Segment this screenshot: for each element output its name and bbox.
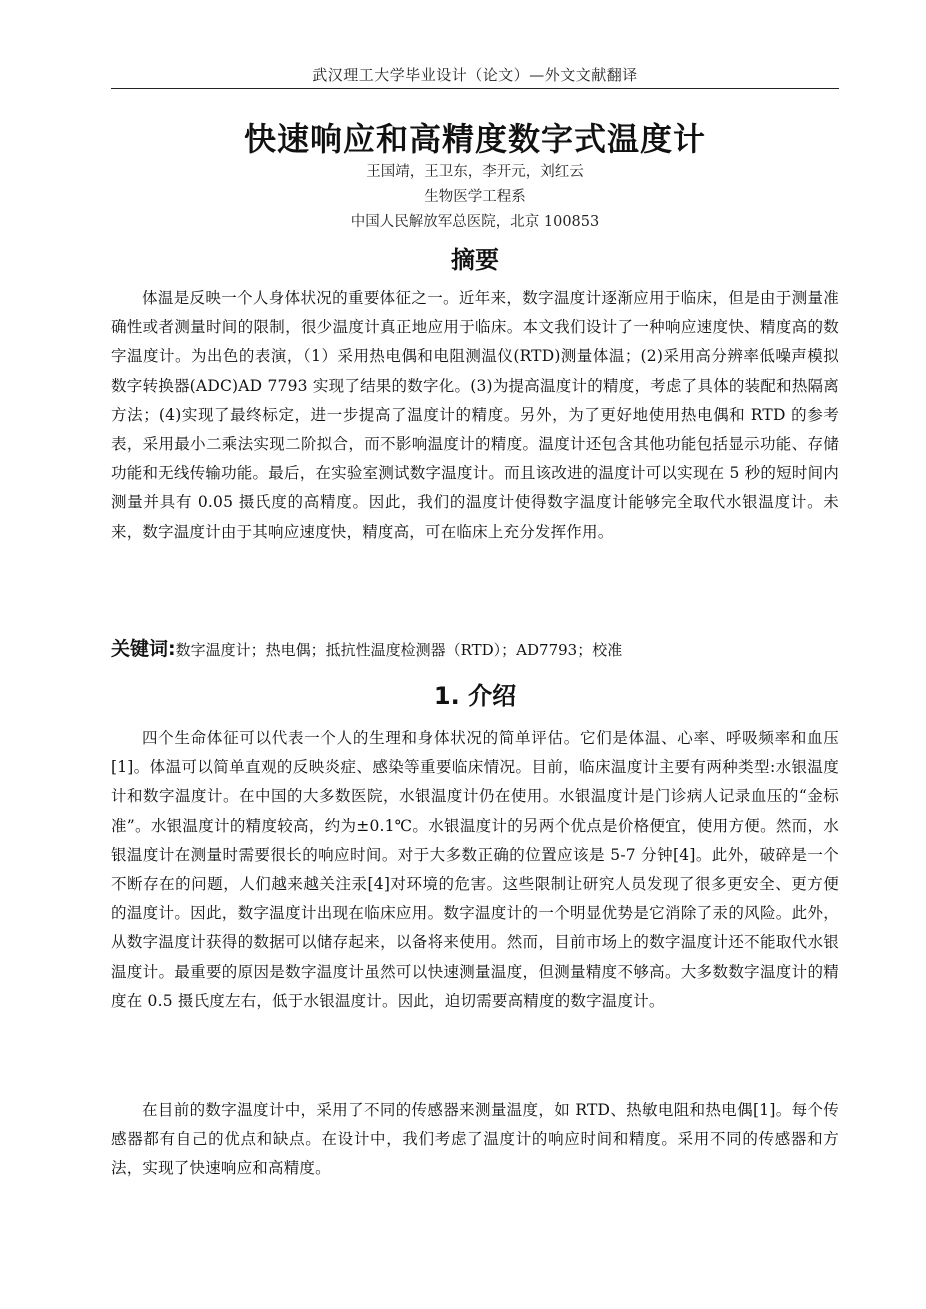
keywords-text: 数字温度计；热电偶；抵抗性温度检测器（RTD）；AD7793；校准 (175, 641, 623, 659)
introduction-paragraph-1: 四个生命体征可以代表一个人的生理和身体状况的简单评估。它们是体温、心率、呼吸频率和血压[1]。体温可以简单直观的反映炎症、感染等重要临床情况。目前，临床温度计主要有两种类型:水银温度计和数字温度计。在中国的大多数医院，水银温度计仍在使用。水银温度计是门诊病人记录血压的“金标准”。水银温度计的精度较高，约为±0.1℃。水银温度计的另两个优点是价格便宜，使用方便。然而，水银温度计在测量时需要很长的响应时间。对于大多数正确的位置应该是 5-7 分钟[4]。此外，破碎是一个不断存在的问题，人们越来越关注汞[4]对环境的危害。这些限制让研究人员发现了很多更安全、更方便的温度计。因此，数字温度计出现在临床应用。数字温度计的一个明显优势是它消除了汞的风险。此外，从数字温度计获得的数据可以储存起来，以备将来使用。然而，目前市场上的数字温度计还不能取代水银温度计。最重要的原因是数字温度计虽然可以快速测量温度，但测量精度不够高。大多数数字温度计的精度在 0.5 摄氏度左右，低于水银温度计。因此，迫切需要高精度的数字温度计。 (111, 729, 839, 1010)
keywords-line (111, 634, 839, 661)
introduction-paragraph-2: 在目前的数字温度计中，采用了不同的传感器来测量温度，如 RTD、热敏电阻和热电偶[1]。每个传感器都有自己的优点和缺点。在设计中，我们考虑了温度计的响应时间和精度。采用不同的传感器和方法，实现了快速响应和高精度。 (111, 1101, 839, 1178)
affiliation: 中国人民解放军总医院，北京 100853 (350, 214, 600, 230)
abstract-paragraph: 体温是反映一个人身体状况的重要体征之一。近年来，数字温度计逐渐应用于临床，但是由于测量准确性或者测量时间的限制，很少温度计真正地应用于临床。本文我们设计了一种响应速度快、精度高的数字温度计。为出色的表演，（1）采用热电偶和电阻测温仪(RTD)测量体温；(2)采用高分辨率低噪声模拟数字转换器(ADC)AD 7793 实现了结果的数字化。(3)为提高温度计的精度，考虑了具体的装配和热隔离方法；(4)实现了最终标定，进一步提高了温度计的精度。另外，为了更好地使用热电偶和 RTD 的参考表，采用最小二乘法实现二阶拟合，而不影响温度计的精度。温度计还包含其他功能包括显示功能、存储功能和无线传输功能。最后，在实验室测试数字温度计。而且该改进的温度计可以实现在 5 秒的短时间内测量并具有 0.05 摄氏度的高精度。因此，我们的温度计使得数字温度计能够完全取代水银温度计。未来，数字温度计由于其响应速度快，精度高，可在临床上充分发挥作用。 (111, 289, 839, 541)
abstract-heading: 摘要 (451, 246, 499, 274)
header-rule (111, 88, 839, 89)
keywords-label: 关键词: (111, 638, 176, 660)
department: 生物医学工程系 (424, 189, 526, 205)
introduction-heading: 1. 介绍 (433, 682, 517, 710)
author-list: 王国靖，王卫东，李开元，刘红云 (366, 164, 584, 180)
paper-title: 快速响应和高精度数字式温度计 (243, 120, 706, 158)
running-header: 武汉理工大学毕业设计（论文）—外文文献翻译 (312, 66, 638, 84)
